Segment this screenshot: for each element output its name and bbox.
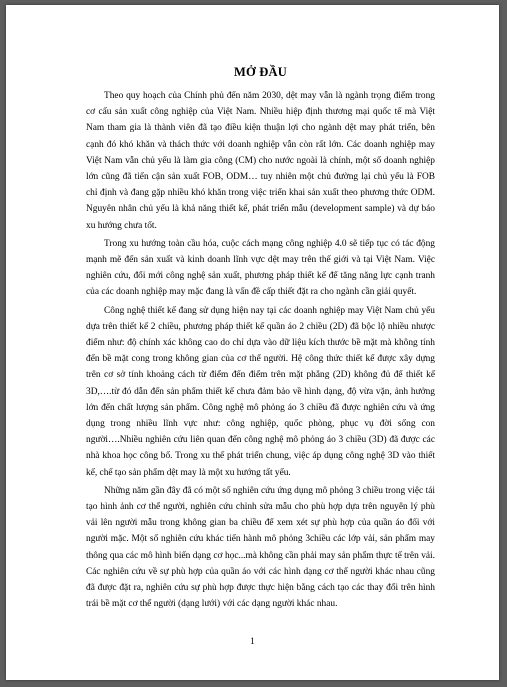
page-number: 1 [250,637,255,647]
paragraph-1: Theo quy hoạch của Chính phủ đến năm 2030, dệt may vẫn là ngành trọng điểm trong cơ cấu sản xuất công nghiệp của Việt Nam. Nhiều hiệp định thương mại quốc tế mà Việt Nam tham gia là thành viên đã tạo điều kiện thuận lợi cho ngành dệt may phát triển, bên cạnh đó khó khăn và thách thức với doanh nghiệp vẫn còn rất lớn. Các doanh nghiệp may Việt Nam vẫn chủ yếu là làm gia công (CM) cho nước ngoài là chính, một số doanh nghiệp lớn cũng đã tiến cận sản xuất FOB, ODM… tuy nhiên một chủ đường lại chủ yếu là FOB chỉ định và đang gặp nhiều khó khăn trong việc triển khai sản xuất theo phương thức ODM. Nguyên nhân chủ yếu là khả năng thiết kế, phát triển mẫu (development sample) và dự báo xu hướng chưa tốt. [86,91,435,231]
paragraph-4: Những năm gần đây đã có một số nghiên cứu ứng dụng mô phỏng 3 chiều trong việc tái tạo hình ảnh cơ thể người, nghiên cứu chỉnh sửa mẫu cho phù hợp dựa trên nguyên lý phù vải lên người mẫu trong không gian ba chiều để xem xét sự phù hợp của quần áo đối với người mặc. Một số nghiên cứu khác tiến hành mô phỏng 3chiều các lớp vải, sản phẩm may thông qua các mô hình biến dạng cơ học...mà không cần phải may sản phẩm thực tế trên vải. Các nghiên cứu về sự phù hợp của quần áo với các hình dạng cơ thể người khác nhau cũng đã được đặt ra, nghiên cứu sự phù hợp được thực hiện bằng cách tạo các thay đổi trên hình trái bề mặt cơ thể người (dạng lưới) với các dạng người khác nhau. [86,485,435,610]
document-page [6,5,499,680]
paragraph-3: Công nghệ thiết kế đang sử dụng hiện nay tại các doanh nghiệp may Việt Nam chủ yếu dựa trên thiết kế 2 chiều, phương pháp thiết kế quần áo 2 chiều (2D) đã bộc lộ nhiều nhược điểm như: độ chính xác không cao do chỉ dựa vào dữ liệu kích thước bề mặt mà không tính đến bề mặt cong trong không gian của cơ thể người. Hệ công thức thiết kế được xây dựng trên cơ sở tính khoảng cách từ điểm đến điểm trên mặt phẳng (2D) không đủ để thiết kế 3D,….từ đó dẫn đến sản phẩm thiết kế chưa đảm bảo về hình dạng, độ vừa vặn, ảnh hưởng lớn đến chất lượng sản phẩm. Công nghệ mô phỏng áo 3 chiều đã được nghiên cứu và ứng dụng trong nhiều lĩnh vực như: công nghiệp, quốc phòng, phục vụ đời sống con người….Nhiều nghiên cứu liên quan đến công nghệ mô phỏng áo 3 chiều (3D) đã được các nhà khoa học công bố. Trong xu thế phát triển chung, việc áp dụng công nghệ 3D vào thiết kế, chế tạo sản phẩm dệt may là một xu hướng tất yếu. [86,305,435,478]
page-content [86,65,435,615]
paragraph-2: Trong xu hướng toàn cầu hóa, cuộc cách mạng công nghiệp 4.0 sẽ tiếp tục có tác động mạnh mẽ đến sản xuất và kinh doanh lĩnh vực dệt may trên thế giới và tại Việt Nam. Việc nghiên cứu, đổi mới công nghệ sản xuất, phương pháp thiết kế để tăng năng lực cạnh tranh của các doanh nghiệp may mặc đang là vấn đề cấp thiết đặt ra cho ngành cần giải quyết. [86,238,435,298]
document-title: MỞ ĐẦU [234,65,287,79]
